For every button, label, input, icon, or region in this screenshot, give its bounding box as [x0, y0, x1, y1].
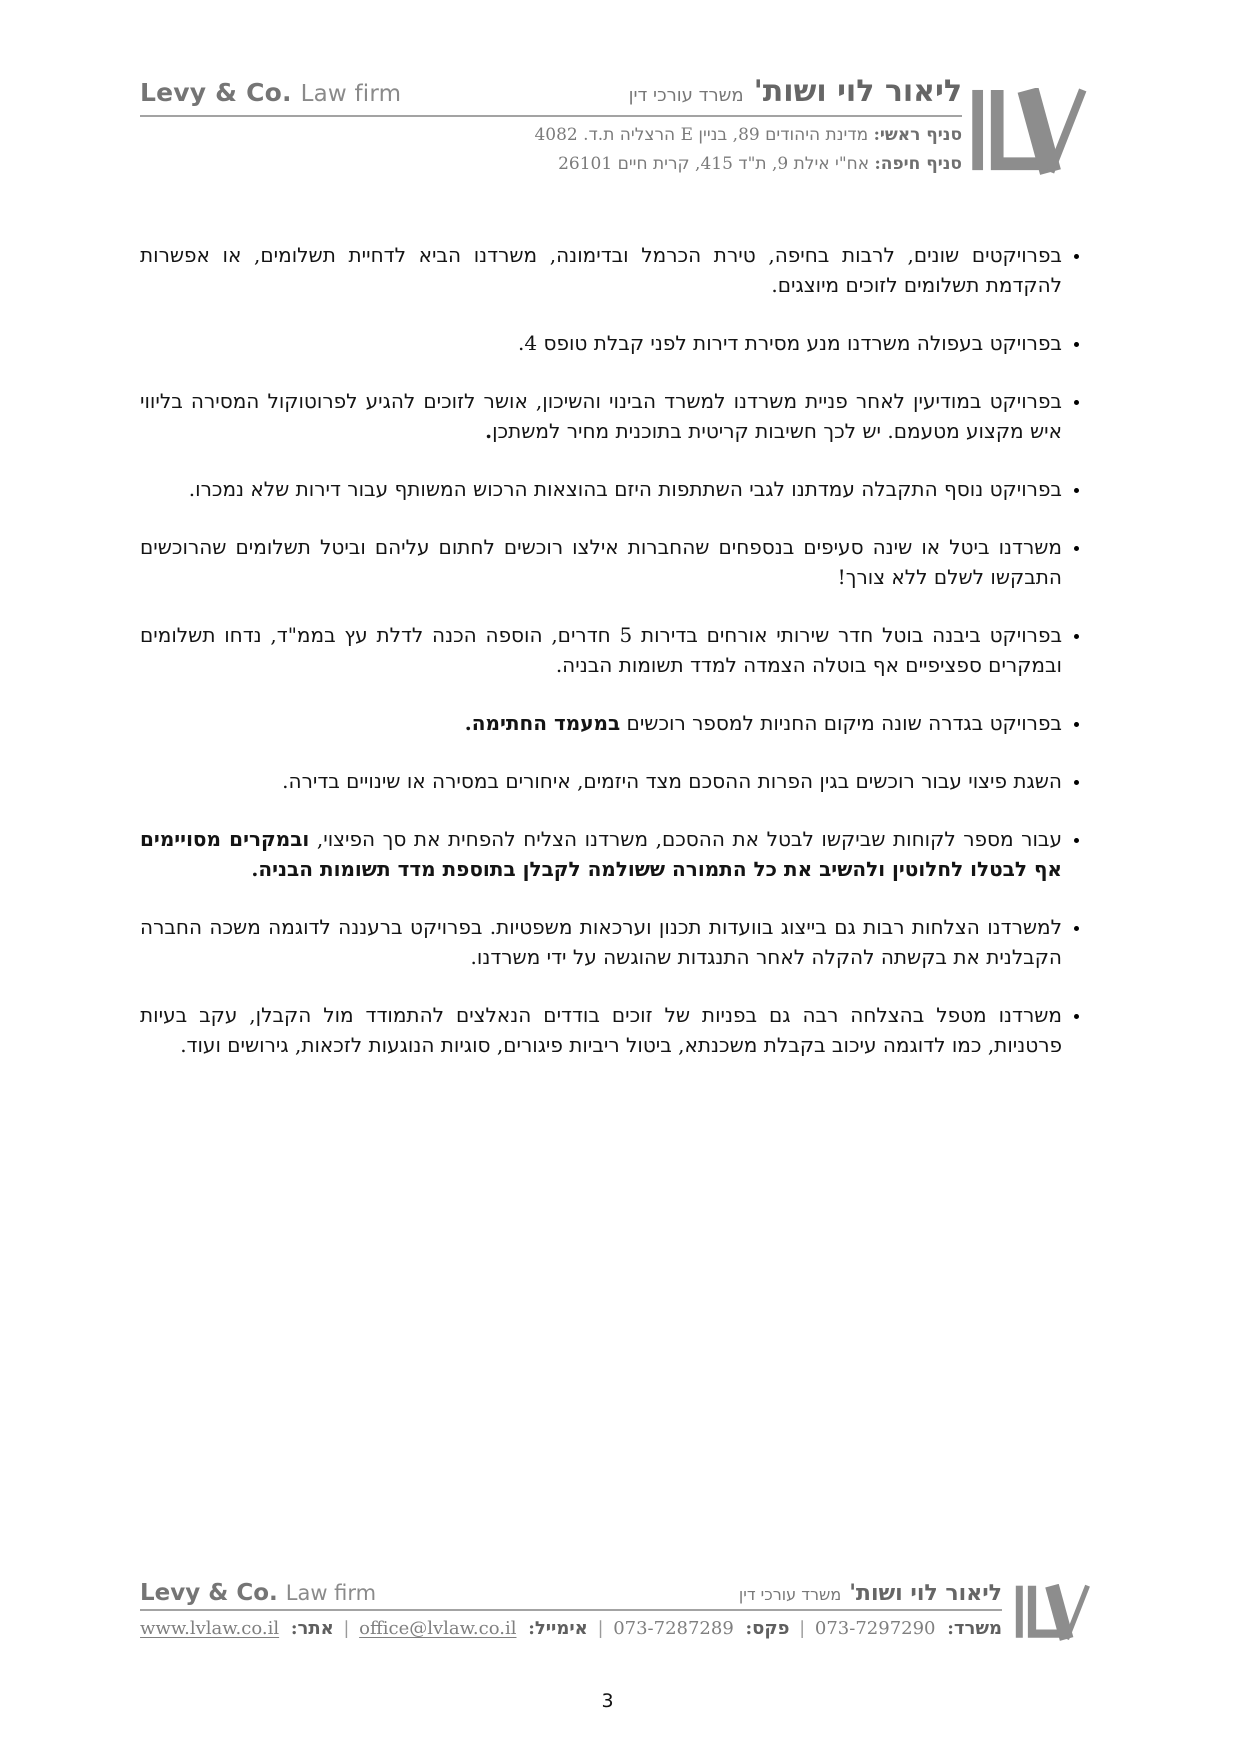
bullet-text-bold: .	[485, 419, 493, 443]
bullet-text-bold: במעמד החתימה.	[464, 711, 621, 735]
bullet-item-7	[140, 708, 1062, 738]
bullet-item-1	[140, 240, 1062, 300]
lv-logo-icon	[966, 88, 1090, 176]
bullet-text: בפרויקט בעפולה משרדנו מנע מסירת דירות לפני קבלת טופס 4.	[518, 331, 1062, 355]
bullet-text: משרדנו ביטל או שינה סעיפים בנספחים שהחברות אילצו רוכשים לחתום עליהם וביטל תשלומים שהרוכשים התבקשו לשלם ללא צורך!	[140, 535, 1062, 589]
bullet-item-9	[140, 824, 1062, 884]
footer-brand-english: Levy & Co. Law firm	[140, 1580, 377, 1606]
lv-logo-icon-footer	[1012, 1584, 1092, 1642]
bullet-item-2	[140, 328, 1062, 358]
bullet-text: למשרדנו הצלחות רבות גם בייצוג בוועדות תכנון וערכאות משפטיות. בפרויקט ברעננה לדוגמה משכה החברה הקבלנית את בקשתה להקלה לאחר התנגדות שהוגשה על ידי משרדנו.	[140, 915, 1062, 969]
page-number: 3	[601, 1690, 614, 1712]
bullet-item-8	[140, 766, 1062, 796]
bullet-text-bold: ובמקרים מסויימים אף לבטלו לחלוטין ולהשיב את כל התמורה ששולמה לקבלן בתוספת מדד תשומות הבניה.	[140, 827, 1062, 881]
page-header	[140, 74, 962, 179]
bullet-text: בפרויקט נוסף התקבלה עמדתנו לגבי השתתפות היזם בהוצאות הרכוש המשותף עבור דירות שלא נמכרו.	[188, 477, 1062, 501]
contact-label: אתר:	[290, 1618, 334, 1639]
bullet-text: משרדנו מטפל בהצלחה רבה גם בפניות של זוכים בודדים הנאלצים להתמודד מול הקבלן, עקב בעיות פרטניות, כמו לדוגמה עיכוב בקבלת משכנתא, ביטול ריביות פיגורים, סוגיות הנוגעות לזכאות, גירושים ועוד.	[140, 1003, 1062, 1057]
contact-label: פקס:	[745, 1618, 790, 1639]
bullet-item-6	[140, 620, 1062, 680]
bullet-item-4	[140, 474, 1062, 504]
branch-main-address: סניף ראשי: מדינת היהודים 89, בניין E הרצליה ת.ד. 4082	[534, 125, 962, 145]
document-body	[140, 240, 1100, 1088]
contact-separator: |	[343, 1618, 350, 1639]
contact-value: 073-7287289	[613, 1618, 734, 1639]
firm-name-hebrew: ליאור לוי ושות'משרד עורכי דין	[628, 74, 962, 109]
bullet-text: בפרויקטים שונים, לרבות בחיפה, טירת הכרמל ובדימונה, משרדנו הביא לדחיית תשלומים, או אפשרות להקדמת תשלומים לזוכים מיוצגים.	[140, 243, 1062, 297]
bullet-item-11	[140, 1000, 1062, 1060]
contact-link[interactable]: www.lvlaw.co.il	[140, 1618, 280, 1639]
bullet-text: בפרויקט ביבנה בוטל חדר שירותי אורחים בדירות 5 חדרים, הוספה הכנה לדלת עץ בממ"ד, נדחו תשלומים ובמקרים ספציפיים אף בוטלה הצמדה למדד תשומות הבניה.	[140, 623, 1063, 677]
contact-separator: |	[799, 1618, 806, 1639]
bullet-text: בפרויקט במודיעין לאחר פניית משרדנו למשרד הבינוי והשיכון, אושר לזוכים להגיע לפרוטוקול המסירה בליווי איש מקצוע מטעמם. יש לכך חשיבות קריטית בתוכנית מחיר למשתכן	[140, 389, 1062, 443]
contact-item	[140, 1618, 334, 1639]
contact-item	[815, 1618, 1002, 1639]
header-rule	[140, 115, 962, 117]
contact-label: משרד:	[947, 1618, 1002, 1639]
bullet-text: עבור מספר לקוחות שביקשו לבטל את ההסכם, משרדנו הצליח להפחית את סך הפיצוי,	[309, 827, 1062, 851]
contact-value: 073-7297290	[814, 1618, 936, 1639]
contact-row	[140, 1618, 1002, 1639]
contact-item	[613, 1618, 789, 1639]
bullet-text: השגת פיצוי עבור רוכשים בגין הפרות ההסכם מצד היזמים, איחורים במסירה או שינויים בדירה.	[282, 769, 1062, 793]
footer-rule	[140, 1609, 1002, 1611]
footer-firm-name-hebrew: ליאור לוי ושות'משרד עורכי דין	[738, 1580, 1002, 1606]
branch-haifa-address: סניף חיפה: אח"י אילת 9, ת"ד 415, קרית חיים 26101	[558, 154, 962, 174]
contact-label: אימייל:	[528, 1618, 588, 1639]
contact-item	[359, 1618, 588, 1639]
contact-link[interactable]: office@lvlaw.co.il	[359, 1618, 517, 1639]
bullet-item-3	[140, 386, 1062, 446]
brand-english: Levy & Co. Law firm	[140, 78, 402, 107]
bullet-text: בפרויקט בגדרה שונה מיקום החניות למספר רוכשים	[620, 711, 1062, 735]
page-footer	[140, 1580, 1002, 1639]
contact-separator: |	[597, 1618, 604, 1639]
bullet-list	[140, 240, 1100, 1060]
bullet-item-10	[140, 912, 1062, 972]
bullet-item-5	[140, 532, 1062, 592]
